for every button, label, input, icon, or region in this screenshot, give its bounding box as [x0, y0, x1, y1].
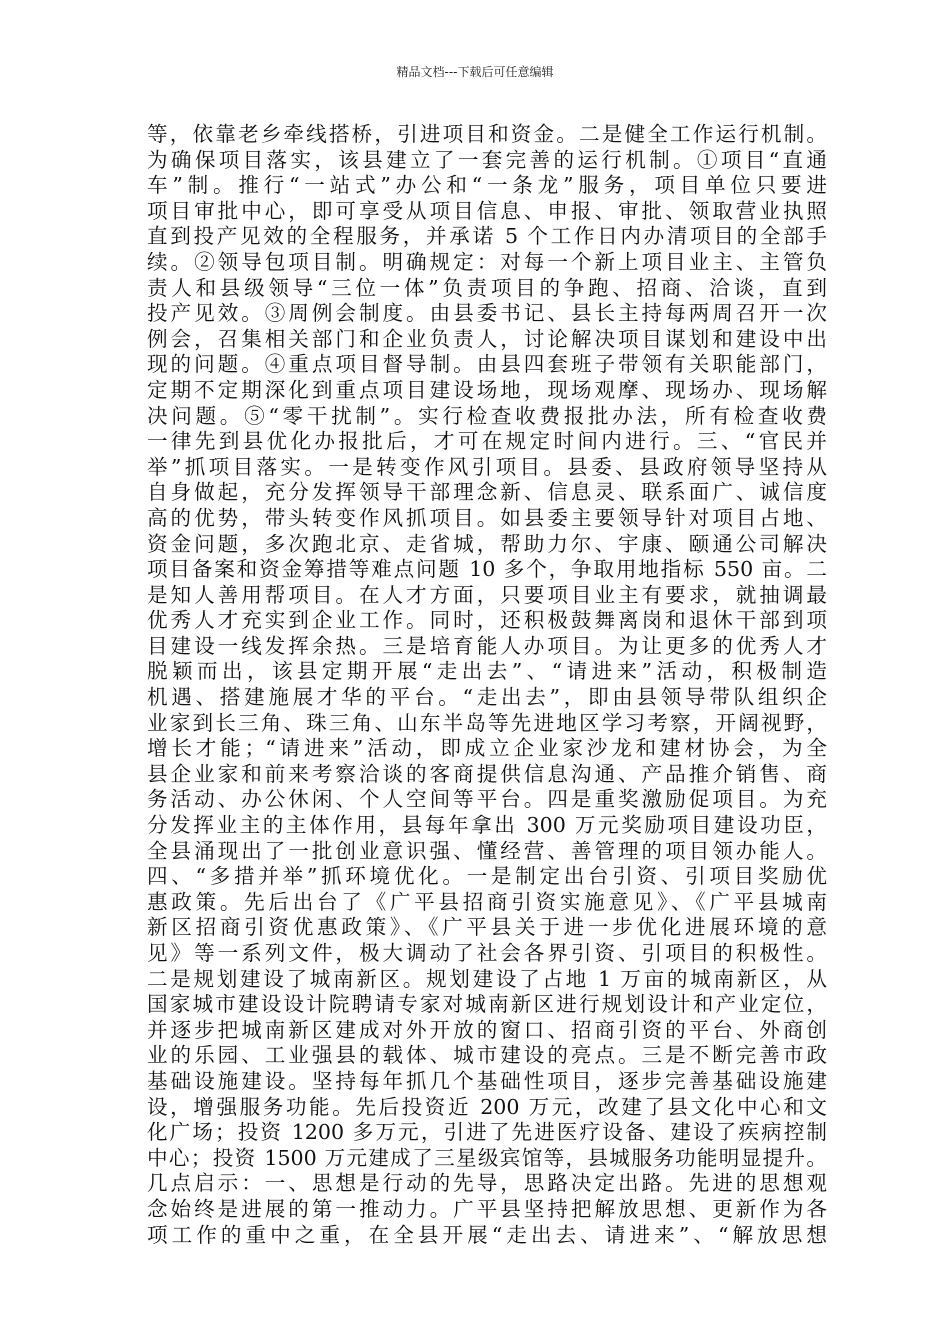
text-line: 见》等一系列文件，极大调动了社会各界引资、引项目的积极性。 — [147, 941, 827, 965]
text-line: 续。②领导包项目制。明确规定：对每一个新上项目业主、主管负 — [147, 249, 827, 274]
text-line: 等，依靠老乡牵线搭桥，引进项目和资金。二是健全工作运行机制。 — [147, 122, 827, 146]
body-text — [147, 122, 827, 1248]
text-line: 分发挥业主的主体作用，县每年拿出 300 万元奖励项目建设功臣， — [147, 813, 827, 838]
text-line: 项工作的重中之重，在全县开展“走出去、请进来”、“解放思想 — [147, 1222, 827, 1247]
text-line: 业家到长三角、珠三角、山东半岛等先进地区学习考察，开阔视野， — [147, 710, 827, 735]
text-line: 四、“多措并举”抓环境优化。一是制定出台引资、引项目奖励优 — [147, 864, 827, 889]
text-line: 是知人善用帮项目。在人才方面，只要项目业主有要求，就抽调最 — [147, 582, 827, 607]
text-line: 设，增强服务功能。先后投资近 200 万元，改建了县文化中心和文 — [147, 1094, 827, 1119]
text-line: 直到投产见效的全程服务，并承诺 5 个工作日内办清项目的全部手 — [147, 224, 827, 249]
text-line: 自身做起，充分发挥领导干部理念新、信息灵、联系面广、诚信度 — [147, 480, 827, 505]
text-line: 投产见效。③周例会制度。由县委书记、县长主持每两周召开一次 — [147, 301, 827, 326]
text-line: 为确保项目落实，该县建立了一套完善的运行机制。①项目“直通 — [147, 147, 827, 172]
text-line: 高的优势，带头转变作风抓项目。如县委主要领导针对项目占地、 — [147, 505, 827, 530]
text-line: 责人和县级领导“三位一体”负责项目的争跑、招商、洽谈，直到 — [147, 275, 827, 300]
text-line: 务活动、办公休闲、个人空间等平台。四是重奖激励促项目。为充 — [147, 787, 827, 812]
text-line: 例会，召集相关部门和企业负责人，讨论解决项目谋划和建设中出 — [147, 326, 827, 351]
text-line: 化广场；投资 1200 多万元，引进了先进医疗设备、建设了疾病控制 — [147, 1120, 827, 1145]
text-line: 车”制。推行“一站式”办公和“一条龙”服务，项目单位只要进 — [147, 173, 827, 198]
text-line: 新区招商引资优惠政策》、《广平县关于进一步优化进展环境的意 — [147, 915, 827, 940]
text-line: 几点启示：一、思想是行动的先导，思路决定出路。先进的思想观 — [147, 1171, 827, 1196]
page-header: 精品文档---下载后可任意编辑 — [396, 65, 554, 79]
text-line: 并逐步把城南新区建成对外开放的窗口、招商引资的平台、外商创 — [147, 1017, 827, 1042]
text-line: 全县涌现出了一批创业意识强、懂经营、善管理的项目领办能人。 — [147, 838, 827, 863]
text-line: 定期不定期深化到重点项目建设场地，现场观摩、现场办、现场解 — [147, 377, 827, 402]
text-line: 惠政策。先后出台了《广平县招商引资实施意见》、《广平县城南 — [147, 889, 827, 914]
text-line: 机遇、搭建施展才华的平台。“走出去”，即由县领导带队组织企 — [147, 685, 827, 710]
text-line: 项目备案和资金筹措等难点问题 10 多个，争取用地指标 550 亩。二 — [147, 557, 827, 582]
text-line: 二是规划建设了城南新区。规划建设了占地 1 万亩的城南新区，从 — [147, 966, 827, 991]
text-line: 项目审批中心，即可享受从项目信息、申报、审批、领取营业执照 — [147, 198, 827, 223]
text-line: 基础设施建设。坚持每年抓几个基础性项目，逐步完善基础设施建 — [147, 1068, 827, 1093]
text-line: 优秀人才充实到企业工作。同时，还积极鼓舞离岗和退休干部到项 — [147, 608, 827, 633]
text-line: 中心；投资 1500 万元建成了三星级宾馆等，县城服务功能明显提升。 — [147, 1145, 827, 1170]
text-line: 现的问题。④重点项目督导制。由县四套班子带领有关职能部门， — [147, 352, 827, 377]
text-line: 举”抓项目落实。一是转变作风引项目。县委、县政府领导坚持从 — [147, 454, 827, 479]
text-line: 业的乐园、工业强县的载体、城市建设的亮点。三是不断完善市政 — [147, 1043, 827, 1068]
text-line: 一律先到县优化办报批后，才可在规定时间内进行。三、“官民并 — [147, 429, 827, 454]
text-line: 决问题。⑤“零干扰制”。实行检查收费报批办法，所有检查收费 — [147, 403, 827, 428]
text-line: 资金问题，多次跑北京、走省城，帮助力尔、宇康、颐通公司解决 — [147, 531, 827, 556]
text-line: 脱颖而出，该县定期开展“走出去”、“请进来”活动，积极制造 — [147, 659, 827, 684]
text-line: 县企业家和前来考察洽谈的客商提供信息沟通、产品推介销售、商 — [147, 761, 827, 786]
text-line: 念始终是进展的第一推动力。广平县坚持把解放思想、更新作为各 — [147, 1196, 827, 1221]
text-line: 国家城市建设设计院聘请专家对城南新区进行规划设计和产业定位， — [147, 992, 827, 1017]
text-line: 增长才能；“请进来”活动，即成立企业家沙龙和建材协会，为全 — [147, 736, 827, 761]
text-line: 目建设一线发挥余热。三是培育能人办项目。为让更多的优秀人才 — [147, 633, 827, 658]
